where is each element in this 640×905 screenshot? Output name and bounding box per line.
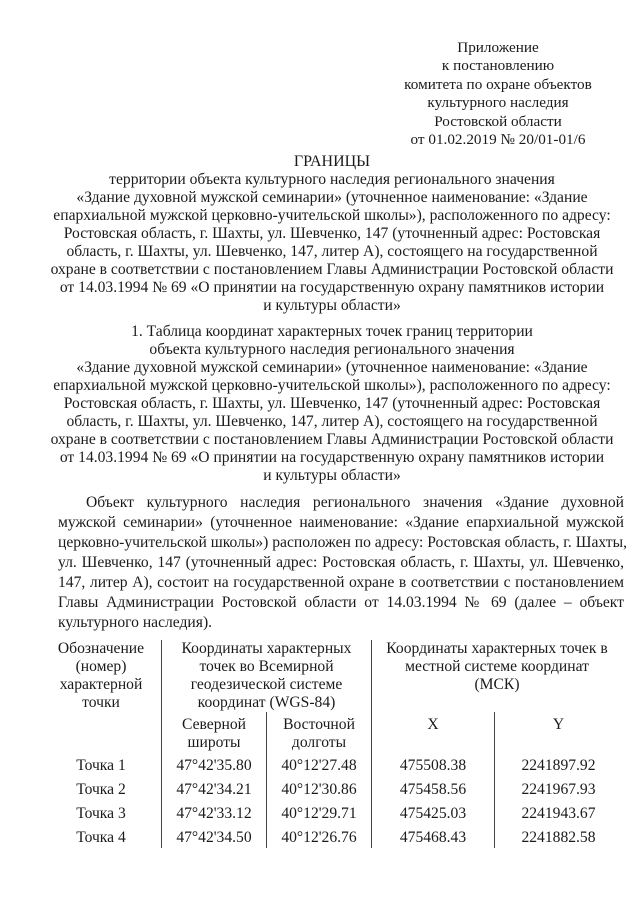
cell-east: 40°12'30.86 (281, 781, 357, 798)
cell-point: Точка 1 (76, 757, 126, 774)
title-line: область, г. Шахты, ул. Шевченко, 147, литер А), состоящего на государственной (66, 243, 598, 260)
title-heading: ГРАНИЦЫ (293, 153, 371, 170)
appendix-note (380, 39, 616, 149)
subtitle-line: 1. Таблица координат характерных точек границ территории (131, 323, 533, 340)
appendix-line: к постановлению (441, 57, 555, 75)
subtitle-line: от 14.03.1994 № 69 «О принятии на государственную охрану памятников истории (59, 449, 605, 466)
title-line: епархиальной мужской церковно-учительской школы»), расположенного по адресу: (53, 207, 611, 224)
header-line: точки (82, 694, 120, 711)
subheader-line: Восточной (283, 716, 355, 733)
title-line: территории объекта культурного наследия регионального значения (109, 171, 555, 188)
cell-east: 40°12'27.48 (281, 757, 357, 774)
paragraph-line: 147, литер А), состоит на государственной охране в соответствии с постановлением (58, 574, 624, 591)
header-line: точек во Всемирной (199, 658, 334, 675)
appendix-line: Ростовской области (434, 112, 562, 130)
cell-point: Точка 2 (76, 781, 126, 798)
subtitle-line: епархиальной мужской церковно-учительской школы»), расположенного по адресу: (53, 377, 611, 394)
cell-north: 47°42'33.12 (176, 805, 252, 822)
appendix-line: культурного наследия (427, 94, 569, 112)
paragraph-line: Главы Администрации Ростовской области от 14.03.1994 № 69 (далее – объект (58, 594, 624, 611)
paragraph-line: культурного наследия). (58, 614, 213, 631)
cell-point: Точка 4 (76, 829, 126, 846)
subheader-x: X (427, 716, 439, 733)
subtitle-line: область, г. Шахты, ул. Шевченко, 147, литер А), состоящего на государственной (66, 413, 598, 430)
cell-y: 2241967.93 (521, 781, 596, 798)
cell-y: 2241943.67 (521, 805, 596, 822)
appendix-line: Приложение (457, 39, 539, 56)
title-line: «Здание духовной мужской семинарии» (уточненное наименование: «Здание (76, 189, 588, 206)
paragraph-line: мужской семинарии» (уточненное наименование: «Здание епархиальной мужской (58, 514, 624, 531)
cell-north: 47°42'34.50 (176, 829, 252, 846)
header-line: характерной (59, 676, 143, 693)
title-line: Ростовская область, г. Шахты, ул. Шевченко, 147 (уточненный адрес: Ростовская (63, 225, 601, 242)
header-line: координат (WGS-84) (197, 694, 336, 711)
title-line: охране в соответствии с постановлением Главы Администрации Ростовской области (50, 261, 614, 278)
appendix-line: комитета по охране объектов (404, 75, 592, 93)
header-line: Координаты характерных (181, 640, 352, 657)
cell-x: 475425.03 (399, 805, 467, 822)
header-line: Обозначение (57, 640, 145, 657)
title-line: от 14.03.1994 № 69 «О принятии на государственную охрану памятников истории (59, 279, 605, 296)
paragraph-line: ул. Шевченко, 147 (уточненный адрес: Ростовская область, г. Шахты, ул. Шевченко, (58, 554, 624, 571)
subheader-line: Северной (182, 716, 246, 733)
subtitle-line: Ростовская область, г. Шахты, ул. Шевченко, 147 (уточненный адрес: Ростовская (63, 395, 601, 412)
cell-north: 47°42'34.21 (176, 781, 252, 798)
appendix-line: от 01.02.2019 № 20/01-01/6 (410, 131, 586, 149)
header-line: местной системе координат (405, 658, 589, 675)
subheader-y: Y (552, 716, 565, 733)
cell-x: 475458.56 (399, 781, 467, 798)
header-wgs84 (162, 640, 371, 712)
title-line: и культуры области» (263, 297, 401, 314)
cell-east: 40°12'29.71 (281, 805, 357, 822)
section-title (40, 323, 624, 485)
header-line: Координаты характерных точек в (386, 640, 608, 657)
subheader-north (162, 716, 266, 752)
header-msk (372, 640, 622, 694)
subheader-east (267, 716, 371, 752)
subtitle-line: и культуры области» (263, 467, 401, 484)
cell-y: 2241897.92 (521, 757, 596, 774)
header-line: геодезической системе (190, 676, 343, 693)
subtitle-line: объекта культурного наследия регионального значения (149, 341, 515, 358)
cell-east: 40°12'26.76 (281, 829, 357, 846)
cell-x: 475508.38 (399, 757, 467, 774)
subheader-line: широты (187, 734, 241, 751)
cell-north: 47°42'35.80 (176, 757, 252, 774)
subtitle-line: охране в соответствии с постановлением Главы Администрации Ростовской области (50, 431, 614, 448)
paragraph-line: Объект культурного наследия регионального значения «Здание духовной (86, 494, 624, 511)
cell-point: Точка 3 (76, 805, 126, 822)
header-point-number (42, 640, 160, 712)
header-line: (МСК) (474, 676, 520, 693)
document-title (40, 153, 624, 315)
cell-y: 2241882.58 (521, 829, 596, 846)
paragraph-line: церковно-учительской школы») расположен по адресу: Ростовская область, г. Шахты, (58, 534, 627, 551)
subtitle-line: «Здание духовной мужской семинарии» (уточненное наименование: «Здание (76, 359, 588, 376)
subheader-line: долготы (291, 734, 347, 751)
header-line: (номер) (75, 658, 127, 675)
cell-x: 475468.43 (399, 829, 467, 846)
